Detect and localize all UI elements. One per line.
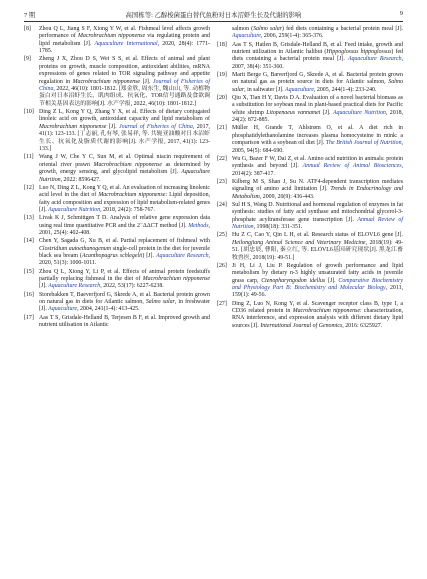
reference-item: [24, 109, 210, 153]
reference-text: , in saltwater [J].: [244, 86, 286, 93]
reference-number: [22]: [217, 155, 227, 162]
journal-link[interactable]: Methods: [188, 222, 209, 229]
reference-number: [27]: [217, 300, 227, 307]
issue-label: 7 期: [24, 12, 36, 19]
reference-number: [16]: [24, 291, 34, 298]
reference-text: single-cell protein in the diet for juvenile black sea bream (: [39, 245, 210, 259]
reference-text: , 2020, 28(4): 1771-1785.: [39, 40, 210, 55]
reference-number: [13]: [24, 215, 34, 222]
reference-text: , 2014(2): 387-417.: [232, 163, 403, 177]
italic-text: Acanthopagrus schlegelii: [81, 252, 143, 259]
reference-number: [14]: [24, 238, 34, 245]
reference-text: as determined by growth, energy sensing, and glycolipid metabolism [J].: [39, 161, 210, 176]
reference-item: [24, 315, 210, 330]
reference-number: [19]: [217, 72, 227, 79]
reference-item: [24, 269, 210, 291]
reference-text: Ji H, Li J, Liu P. Regulation of growth performance and lipid metabolism by dietary n-3 highly unsaturated fatty acids in juvenile grass carp,: [232, 262, 403, 284]
reference-text: Wang J W, Che Y C, Sun M, et al. Optimal niacin requirement of oriental river prawn: [39, 154, 210, 168]
italic-text: Macrobrachium nipponense: [292, 308, 360, 314]
reference-text: , 2005, 244(1-4): 233-240.: [313, 86, 377, 93]
reference-text: ) [J].: [142, 252, 156, 259]
reference-text: Zhou Q L, Xiong Y, Li P, et al. Effects of animal protein feedstuffs partially replacing fishmeal in the diet of: [39, 268, 210, 282]
journal-link[interactable]: Journal of Fisheries of China: [39, 78, 210, 93]
reference-text: , 2004, 241(1-4): 413-425.: [77, 306, 140, 313]
reference-item: [24, 292, 210, 314]
reference-item: [217, 156, 403, 178]
reference-text: Chen Y, Sagada G, Xu B, et al. Partial replacement of fishmeal with: [39, 238, 210, 245]
italic-text: Litopenaeus vannamei: [266, 109, 321, 116]
italic-text: Salmo salar: [145, 299, 175, 305]
reference-number: [17]: [24, 314, 34, 321]
italic-text: Macrobrachium nipponense: [78, 33, 146, 40]
reference-text: , 2018, 24(2): 758-767.: [100, 206, 155, 213]
reference-text: , 2006, 259(1-4): 365-376.: [260, 33, 324, 40]
journal-link[interactable]: Aquaculture: [232, 33, 261, 40]
reference-item: [24, 238, 210, 268]
reference-text: Sul H S, Wang D. Nutritional and hormonal regulation of enzymes in fat synthesis: studies of fatty acid synthase and mitochondrial glycerol-3-phosphate acyltransferase gene transcription [J].: [232, 201, 403, 223]
italic-text: Salmo salar: [253, 26, 283, 32]
reference-item: [217, 232, 403, 262]
italic-text: International Journal of Genomics: [260, 322, 343, 329]
journal-link[interactable]: Aquaculture International: [94, 40, 158, 47]
reference-number: [12]: [24, 184, 34, 191]
italic-text: Heilongjiang Animal Science and Veterinary Medicine: [232, 239, 366, 246]
reference-text: Aas T S, Hatlen B, Grisdale-Helland B, et al. Feed intake, growth and nutrient utilization in Atlantic halibut (: [232, 41, 403, 56]
reference-text: Hu Z C, Cao Y, Qin L H, et al. Research status of ELOVL6 gene [J].: [232, 232, 403, 239]
reference-text: [J].: [39, 283, 49, 290]
reference-number: [8]: [24, 26, 31, 32]
reference-text: ) fed diets containing a bacterial protein meal [J].: [282, 26, 404, 32]
reference-text: Marit Berge G, Bæverfjord G, Skrede A, et al. Bacterial protein grown on natural gas as protein source in diets for Atlantic salmon,: [232, 72, 403, 86]
reference-text: : Lipid deposition, fatty acid composition and expression of lipid metabolism-related genes [J].: [39, 192, 210, 213]
page-number: 9: [399, 10, 403, 17]
reference-item: [24, 185, 210, 215]
reference-text: , 2011, 159(1): 49-56.: [232, 284, 403, 299]
reference-text: Aas T S, Grisdale-Helland B, Terjesen B F, et al. Improved growth and nutrient utilisation in Atlantic: [39, 314, 210, 329]
reference-number: [26]: [217, 262, 227, 269]
reference-item: [217, 125, 403, 155]
reference-number: [9]: [24, 56, 31, 63]
reference-item: [217, 301, 403, 331]
running-title: 高国栋等: 乙醇梭菌蛋白替代鱼粉对日本沼虾生长及代谢的影响: [125, 12, 302, 19]
running-header: [24, 9, 403, 22]
reference-text: , 2022: 8596427.: [60, 176, 101, 183]
reference-text: [J].: [140, 78, 153, 85]
reference-text: Kilberg M S, Shan J, Su N. ATF4-dependent transcription mediates signaling of amino acid limitation [J].: [232, 178, 403, 193]
reference-text: Wu G, Bazer F W, Dai Z, et al. Amino acid nutrition in animals: protein synthesis and beyond [J].: [232, 155, 403, 170]
reference-text: [J].: [106, 123, 120, 130]
italic-text: Macrobrachium nipponense: [72, 78, 141, 85]
reference-text: Storebakken T, Baeverfjord G, Skrede A, et al. Bacterial protein grown on natural gas in diets for Atlantic salmon,: [39, 291, 210, 305]
reference-item: [24, 56, 210, 108]
reference-text: Luo N, Ding Z L, Kong Y Q, et al. An evaluation of increasing linolenic acid level in the diet of: [39, 184, 210, 199]
reference-text: Zheng J X, Zhou D S, Wei S S, et al. Effects of animal and plant proteins on growth, muscle composition, antioxidant abilities, mRNA expressions of genes related to TOR signaling pathway and appetite regulation in: [39, 56, 210, 85]
journal-link[interactable]: The British Journal of Nutrition: [325, 140, 402, 147]
reference-number: [20]: [217, 95, 227, 102]
journal-link[interactable]: Comparative Biochemistry and Physiology Part B: Biochemistry and Molecular Biology: [232, 277, 403, 291]
italic-text: Macrobrachium nipponense: [98, 192, 166, 199]
italic-text: Macrobrachium nipponense: [142, 275, 211, 282]
journal-link[interactable]: Aquaculture: [48, 306, 78, 313]
reference-text: Qiu X, Tian H Y, Davis D A. Evaluation of a novel bacterial biomass as a substitution for soybean meal in plant-based practical diets for Pacific white shrimp: [232, 95, 403, 116]
reference-text: Ding Z, Luo N, Kong Y, et al. Scavenger receptor class B, type I, a CD36 related protein in: [232, 300, 403, 314]
reference-text: Zhou Q L, Jiang S F, Xiong Y W, et al. Fishmeal level affects growth performance of: [39, 26, 210, 40]
italic-text: Salmo salar: [232, 79, 403, 93]
journal-link[interactable]: Aquaculture Research: [48, 283, 101, 290]
reference-item: [24, 215, 210, 237]
reference-text: Livak K J, Schmittgen T D. Analysis of relative gene expression data using real time quantitative PCR and the 2⁻ΔΔCT method [J].: [39, 215, 210, 229]
journal-link[interactable]: Journal of Fisheries of China: [119, 123, 193, 130]
reference-item: [217, 72, 403, 94]
reference-item: [24, 26, 210, 56]
italic-text: Ctenopharyngodon idellus: [261, 277, 326, 284]
reference-text: Müller H, Grande T, Ahlstrøm O, et al. A diet rich in phosphatidylethanolamine increases plasma homocysteine in mink: a comparison with a soybean oil diet [J].: [232, 125, 403, 147]
reference-text: , 2020, 51(3): 1000-1011.: [39, 252, 210, 267]
journal-link[interactable]: Aquaculture Research: [155, 252, 209, 259]
reference-item: [24, 154, 210, 184]
reference-text: , 2017, 41(1): 123-133. [丁志丽, 孔有琴, 张易祥, 等. 共轭亚油酸对日本沼虾生长、抗氧化及脂质代谢的影响[J]. 水产学报, 2017, 41(1): 123-133.]: [39, 123, 210, 153]
journal-link[interactable]: Annual Review of Nutrition: [232, 216, 403, 231]
reference-text: , 2001, 25(4): 402-408.: [39, 222, 210, 236]
italic-text: Macrobrachium nipponense: [39, 123, 107, 130]
reference-item: [217, 202, 403, 232]
reference-text: salmon (: [232, 26, 254, 32]
journal-link[interactable]: Aquaculture: [285, 86, 314, 93]
reference-text: , 2007, 38(4): 351-360.: [232, 56, 403, 70]
reference-text: [J].: [325, 277, 339, 284]
reference-number: [25]: [217, 232, 227, 239]
reference-text: , 2005, 94(5): 684-690.: [232, 140, 404, 154]
italic-text: Aquaculture Nutrition: [39, 169, 210, 183]
reference-item: [217, 95, 403, 125]
reference-text: , 2009, 20(9): 436-443.: [259, 193, 315, 200]
reference-column-left: [24, 26, 210, 330]
reference-number: [11]: [24, 154, 34, 161]
reference-item: [217, 179, 403, 201]
reference-number: [21]: [217, 125, 227, 132]
reference-text: ) fed diets containing a bacterial protein meal [J].: [232, 49, 404, 63]
journal-link[interactable]: Annual Review of Animal Biosciences: [302, 163, 402, 170]
reference-text: , 2018(19): 49-51. [胡忠晨, 曹阳, 秦立红, 等. ELOVL6基因研究现状[J]. 黑龙江畜牧兽医, 2018(19): 49-51.]: [232, 239, 403, 261]
reference-text: Ding Z L, Kong Y Q, Zhang Y X, et al. Effects of dietary conjugated linoleic acid on growth, antioxidant capacity and lipid metabolism of: [39, 109, 210, 123]
journal-link[interactable]: Aquaculture Nutrition: [332, 109, 386, 116]
reference-text: via regulating protein and lipid metabolism [J].: [39, 33, 210, 47]
reference-number: [15]: [24, 268, 34, 275]
reference-text: : characterization, RNA interference, and expression analysis with different dietary lipid sources [J].: [232, 308, 403, 329]
reference-text: , 2018, 24(2): 872-885.: [232, 109, 404, 124]
journal-link[interactable]: Aquaculture Nutrition: [48, 206, 101, 213]
italic-text: Hippoglossus hippoglossus: [326, 49, 392, 56]
italic-text: Clostridium autoethanogenum: [39, 245, 111, 252]
reference-text: , 2022, 46(10): 1801-1812. [郑金欣, 周东生, 魏山山, 等. 动植物蛋白对日本沼虾生长、肌肉组成、抗氧化、TOR信号通路及食欲调节相关基因表达的影响[J]. 水产学报, 2022, 46(10): 1801-1812.]: [39, 86, 210, 107]
reference-item: [217, 263, 403, 300]
reference-number: [24]: [217, 201, 227, 208]
reference-column-right: [217, 26, 403, 331]
reference-text: , 2022, 53(17): 6227-6238.: [100, 283, 164, 290]
journal-link[interactable]: Aquaculture Research: [347, 56, 402, 63]
reference-number: [23]: [217, 178, 227, 185]
reference-text: , 2016: 6325927.: [342, 322, 383, 329]
reference-number: [18]: [217, 41, 227, 48]
reference-item: [217, 26, 403, 41]
reference-text: , in freshwater [J].: [39, 299, 211, 313]
reference-item: [217, 42, 403, 72]
reference-text: , 1998(18): 331-351.: [253, 224, 303, 231]
reference-text: [J].: [320, 109, 333, 116]
italic-text: Macrobrachium nipponense: [93, 161, 162, 168]
italic-text: Trends in Endocrinology and Metabolism: [232, 186, 403, 200]
reference-number: [10]: [24, 109, 34, 116]
